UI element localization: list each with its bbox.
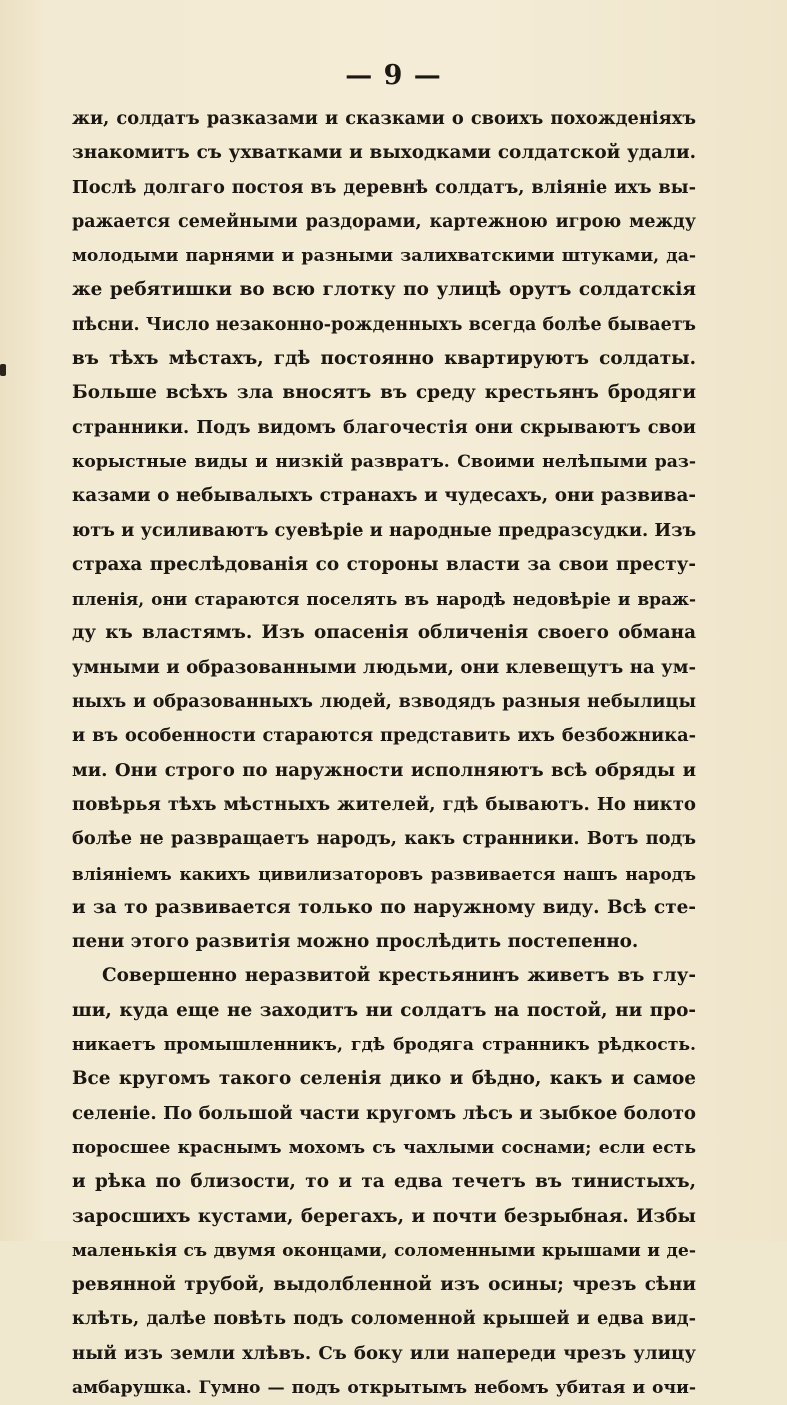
text-line: заросшихъ кустами, берегахъ, и почти безрыбная. Избы — [72, 1205, 696, 1227]
text-line: маленькія съ двумя оконцами, соломенными крышами и де- — [72, 1240, 696, 1261]
text-line-paragraph-end: пени этого развитія можно прослѣдить постепенно. — [72, 931, 639, 953]
text-line: молодыми парнями и разными залихватскими штуками, да- — [72, 246, 696, 267]
text-line: вліяніемъ какихъ цивилизаторовъ развивается нашъ народъ — [72, 863, 696, 884]
text-line: поросшее краснымъ мохомъ съ чахлыми соснами; если есть — [72, 1137, 696, 1158]
text-line: клѣть, далѣе повѣть подъ соломенной крышей и едва вид- — [72, 1308, 696, 1330]
text-line: ми. Они строго по наружности исполняютъ всѣ обряды и — [72, 759, 696, 781]
text-line: казами о небывалыхъ странахъ и чудесахъ, они развива- — [72, 485, 696, 507]
text-line: и за то развивается только по наружному виду. Всѣ сте- — [72, 896, 696, 918]
text-line: и въ особенности стараются представить ихъ безбожника- — [72, 725, 696, 747]
text-line: ныхъ и образованныхъ людей, взводядъ разныя небылицы — [72, 692, 696, 713]
text-line: же ребятишки во всю глотку по улицѣ орутъ солдатскія — [72, 279, 696, 301]
text-line-paragraph-start: Совершенно неразвитой крестьянинъ живетъ въ глу- — [102, 965, 696, 987]
text-line: умными и образованными людьми, они клевещутъ на ум- — [72, 656, 696, 678]
text-line: Послѣ долгаго постоя въ деревнѣ солдатъ, вліяніе ихъ вы- — [72, 176, 696, 198]
text-line: въ тѣхъ мѣстахъ, гдѣ постоянно квартируютъ солдаты. — [72, 348, 696, 370]
text-line: пѣсни. Число незаконно-рожденныхъ всегда болѣе бываетъ — [72, 314, 696, 335]
page-number: — 9 — — [345, 60, 442, 91]
text-line: болѣе не развращаетъ народъ, какъ странники. Вотъ подъ — [72, 828, 696, 850]
text-line: повѣрья тѣхъ мѣстныхъ жителей, гдѣ бываютъ. Но никто — [72, 793, 696, 815]
body-text — [72, 102, 696, 1405]
text-line: ревянной трубой, выдолбленной изъ осины; чрезъ сѣни — [72, 1274, 696, 1296]
text-line: корыстные виды и низкій развратъ. Своими нелѣпыми раз- — [72, 451, 696, 472]
text-line: амбарушка. Гумно — подъ открытымъ небомъ убитая и очи- — [72, 1377, 696, 1398]
text-line: ражается семейными раздорами, картежною игрою между — [72, 211, 696, 232]
text-line: страха преслѣдованія со стороны власти за свои престу- — [72, 553, 696, 575]
text-line: никаетъ промышленникъ, гдѣ бродяга странникъ рѣдкость. — [72, 1035, 696, 1056]
text-line: знакомитъ съ ухватками и выходками солдатской удали. — [72, 142, 696, 164]
text-line: Все кругомъ такого селенія дико и бѣдно, какъ и самое — [72, 1068, 696, 1090]
text-line: ду къ властямъ. Изъ опасенія обличенія своего обмана — [72, 622, 696, 644]
text-line: Больше всѣхъ зла вносятъ въ среду крестьянъ бродяги — [72, 382, 696, 404]
text-line: и рѣка по близости, то и та едва течетъ въ тинистыхъ, — [72, 1171, 696, 1193]
text-line: ютъ и усиливаютъ суевѣріе и народные предразсудки. Изъ — [72, 519, 696, 541]
margin-mark — [0, 364, 6, 376]
text-line: ный изъ земли хлѣвъ. Съ боку или напереди чрезъ улицу — [72, 1342, 696, 1364]
text-line: жи, солдатъ разказами и сказками о своихъ похожденіяхъ — [72, 108, 696, 129]
text-line: странники. Подъ видомъ благочестія они скрываютъ свои — [72, 416, 696, 438]
text-line: ши, куда еще не заходитъ ни солдатъ на постой, ни про- — [72, 999, 696, 1021]
text-line: пленія, они стараются поселять въ народѣ недовѣріе и враж- — [72, 589, 696, 610]
text-line: селеніе. По большой части кругомъ лѣсъ и зыбкое болото — [72, 1102, 696, 1124]
